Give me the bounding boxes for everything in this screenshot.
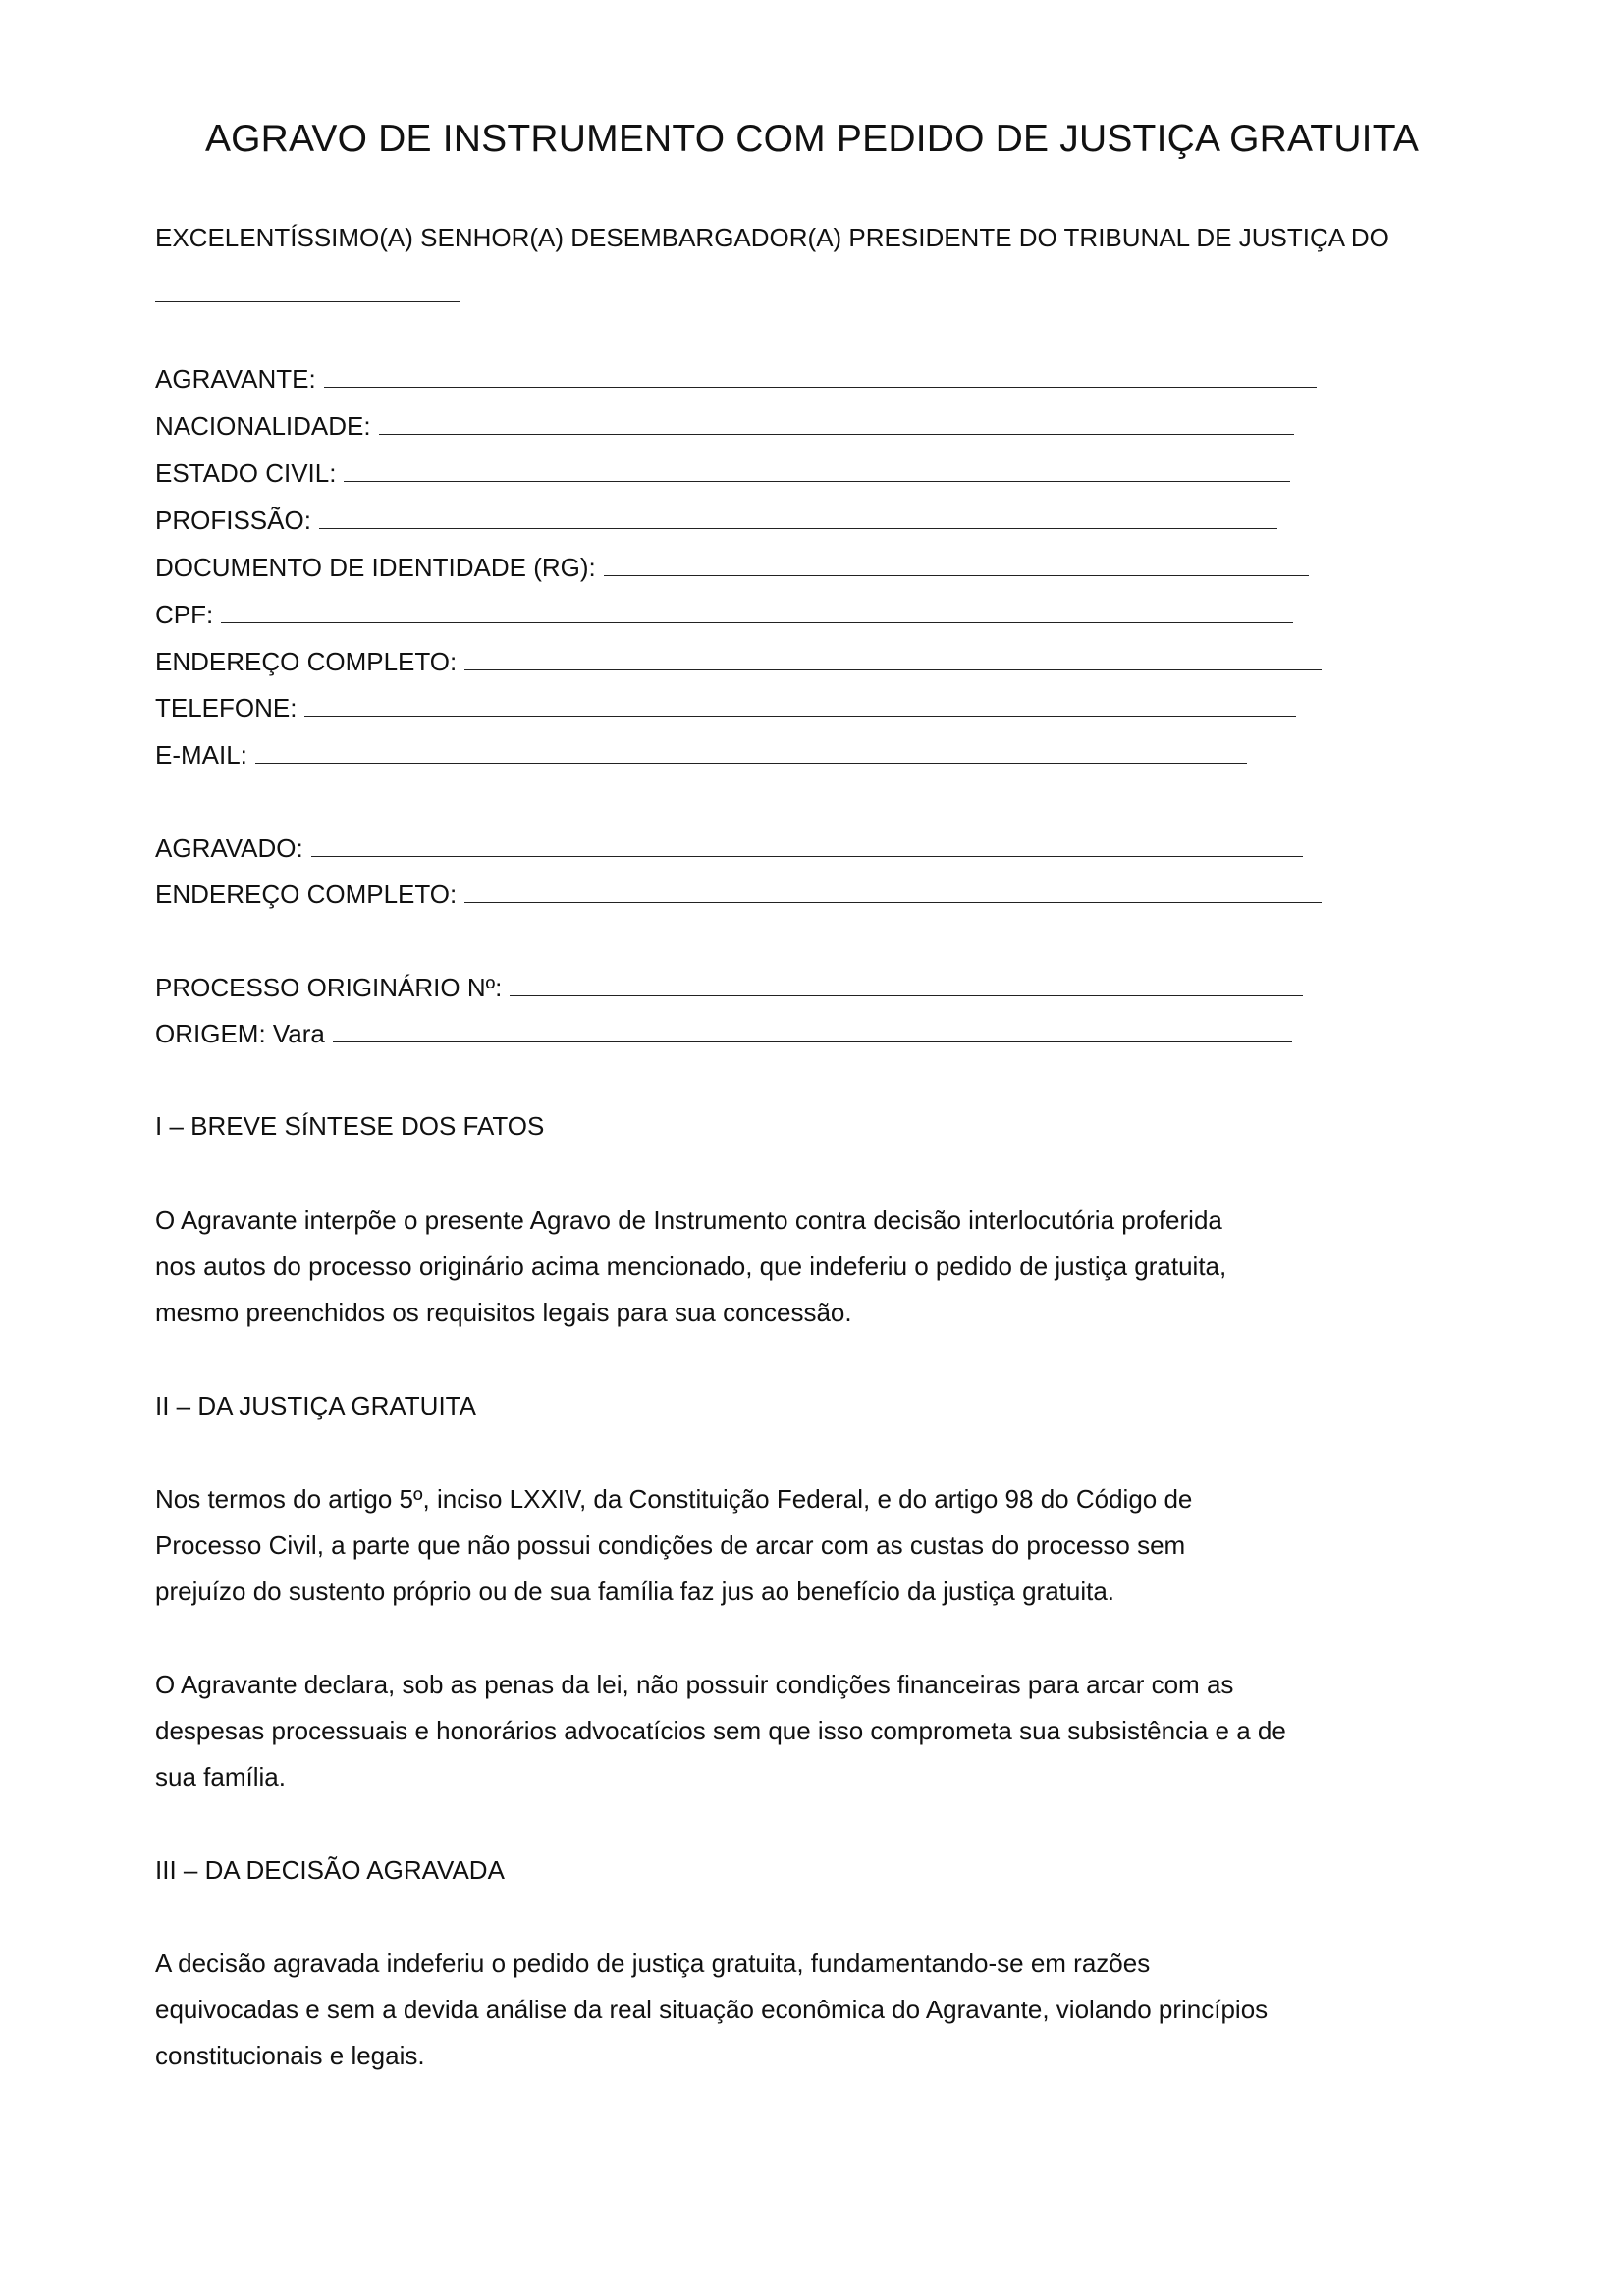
field-blank: [333, 1022, 1292, 1042]
field-origem: [155, 1016, 1292, 1051]
field-label: DOCUMENTO DE IDENTIDADE (RG):: [155, 553, 596, 582]
section-heading-decisao: III – DA DECISÃO AGRAVADA: [155, 1855, 505, 1885]
paragraph-line: prejuízo do sustento próprio ou de sua família faz jus ao benefício da justiça gratuita.: [155, 1576, 1115, 1606]
field-blank: [221, 603, 1293, 623]
paragraph-line: Processo Civil, a parte que não possui condições de arcar com as custas do processo sem: [155, 1530, 1186, 1560]
field-email: [155, 737, 1247, 773]
field-nacionalidade: [155, 408, 1294, 444]
field-blank: [510, 976, 1303, 996]
section-heading-fatos: I – BREVE SÍNTESE DOS FATOS: [155, 1111, 545, 1141]
field-blank: [604, 556, 1309, 576]
field-label: AGRAVANTE:: [155, 364, 316, 394]
section-heading-justica: II – DA JUSTIÇA GRATUITA: [155, 1391, 476, 1420]
tribunal-blank: [155, 282, 460, 302]
field-telefone: [155, 690, 1296, 725]
field-rg: [155, 550, 1309, 585]
paragraph-line: despesas processuais e honorários advocatícios sem que isso comprometa sua subsistência e a de: [155, 1716, 1286, 1745]
field-label: NACIONALIDADE:: [155, 411, 371, 441]
field-agravante: [155, 361, 1317, 397]
document-title: AGRAVO DE INSTRUMENTO COM PEDIDO DE JUSTIÇA GRATUITA: [204, 118, 1420, 160]
paragraph-line: nos autos do processo originário acima mencionado, que indeferiu o pedido de justiça gratuita,: [155, 1252, 1227, 1281]
field-label: CPF:: [155, 600, 214, 629]
field-label: ENDEREÇO COMPLETO:: [155, 880, 458, 909]
field-blank: [311, 836, 1303, 857]
field-label: AGRAVADO:: [155, 833, 303, 863]
field-blank: [304, 696, 1296, 717]
addressee-line: EXCELENTÍSSIMO(A) SENHOR(A) DESEMBARGADOR(A) PRESIDENTE DO TRIBUNAL DE JUSTIÇA DO: [155, 223, 1389, 252]
field-label: E-MAIL:: [155, 740, 247, 770]
field-blank: [344, 461, 1290, 482]
paragraph-line: equivocadas e sem a devida análise da real situação econômica do Agravante, violando princípios: [155, 1995, 1269, 2024]
field-blank: [319, 508, 1277, 529]
field-endereco-agravado: [155, 877, 1322, 912]
field-processo: [155, 970, 1303, 1005]
tribunal-blank-line: [155, 276, 460, 311]
field-label: ORIGEM: Vara: [155, 1019, 325, 1048]
field-endereco-agravante: [155, 644, 1322, 679]
field-cpf: [155, 597, 1293, 632]
paragraph-line: constitucionais e legais.: [155, 2041, 425, 2070]
field-agravado: [155, 830, 1303, 866]
paragraph-line: A decisão agravada indeferiu o pedido de justiça gratuita, fundamentando-se em razões: [155, 1949, 1151, 1978]
field-label: ENDEREÇO COMPLETO:: [155, 647, 458, 676]
paragraph-line: O Agravante interpõe o presente Agravo de Instrumento contra decisão interlocutória proferida: [155, 1205, 1222, 1235]
field-blank: [464, 650, 1322, 670]
field-label: PROFISSÃO:: [155, 506, 311, 535]
paragraph-line: mesmo preenchidos os requisitos legais para sua concessão.: [155, 1298, 852, 1327]
field-blank: [464, 882, 1322, 903]
paragraph-line: Nos termos do artigo 5º, inciso LXXIV, da Constituição Federal, e do artigo 98 do Código de: [155, 1484, 1193, 1514]
paragraph-line: sua família.: [155, 1762, 286, 1791]
paragraph-line: O Agravante declara, sob as penas da lei, não possuir condições financeiras para arcar com as: [155, 1670, 1234, 1699]
field-label: TELEFONE:: [155, 693, 298, 722]
field-label: ESTADO CIVIL:: [155, 458, 337, 488]
field-blank: [324, 367, 1317, 388]
field-blank: [379, 414, 1294, 435]
field-label: PROCESSO ORIGINÁRIO Nº:: [155, 973, 503, 1002]
field-blank: [255, 743, 1247, 764]
field-profissao: [155, 503, 1277, 538]
field-estado-civil: [155, 455, 1290, 491]
